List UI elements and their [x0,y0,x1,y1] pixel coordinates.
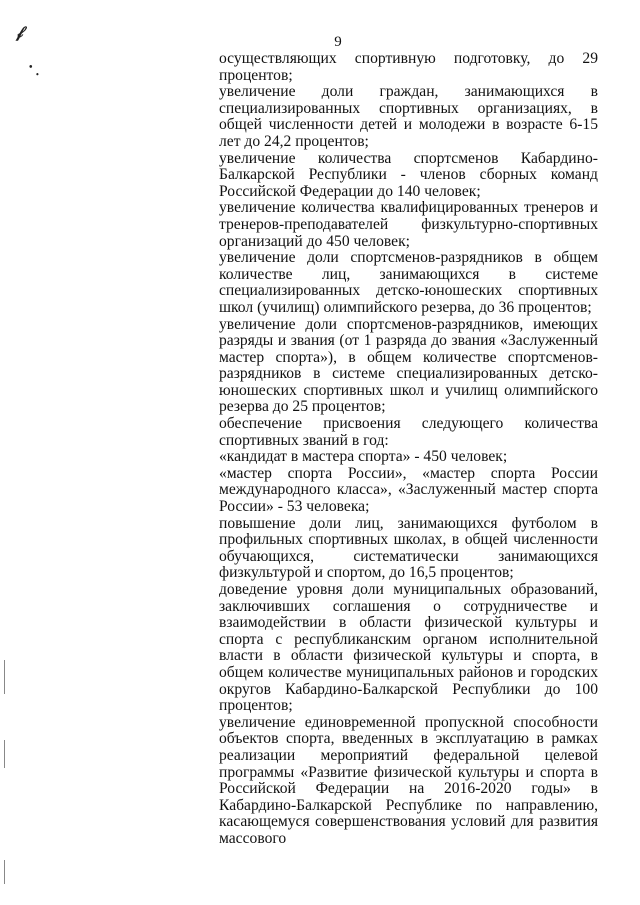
margin-scan-line [4,660,5,694]
document-body [219,51,598,848]
paragraph: осуществляющих спортивную подготовку, до 29 процентов; [219,50,598,84]
paragraph: «кандидат в мастера спорта» - 450 человек; [219,448,508,466]
paragraph: «мастер спорта России», «мастер спорта России международного класса», «Заслуженный мастер спорта России» - 53 человека; [219,464,598,516]
margin-scan-mark: • [36,70,39,79]
margin-scan-mark: 𝒻 [16,24,24,41]
paragraph: увеличение доли спортсменов-разрядников, имеющих разряды и звания (от 1 разряда до звания «Заслуженный мастер спорта»), в общем количестве спортсменов-разрядников в системе специализированных детско-юношеских спортивных школ и училищ олимпийского резерва до 25 процентов; [219,315,598,416]
margin-scan-line [4,860,5,884]
paragraph: повышение доли лиц, занимающихся футболом в профильных спортивных школах, в общей численности обучающихся, систематически занимающихся физкультурой и спортом, до 16,5 процентов; [219,514,598,582]
paragraph: увеличение единовременной пропускной способности объектов спорта, введенных в эксплуатацию в рамках реализации мероприятий федеральной целевой программы «Развитие физической культуры и спорта в Российской Федерации на 2016-2020 годы» в Кабардино-Балкарской Республике по направлению, касающемуся совершенствования условий для развития массового [219,713,598,847]
paragraph: увеличение доли граждан, занимающихся в специализированных спортивных организациях, в общей численности детей и молодежи в возрасте 6-15 лет до 24,2 процентов; [219,83,598,150]
paragraph: увеличение доли спортсменов-разрядников в общем количестве лиц, занимающихся в системе специализированных детско-юношеских спортивных школ (училищ) олимпийского резерва, до 36 процентов; [219,249,598,316]
page-number: 9 [334,34,342,50]
paragraph: обеспечение присвоения следующего количества спортивных званий в год: [219,415,598,449]
margin-scan-line [4,740,5,768]
margin-scan-mark: • [29,62,33,73]
paragraph: увеличение количества квалифицированных тренеров и тренеров-преподавателей физкультурно-спортивных организаций до 450 человек; [219,199,598,250]
paragraph: доведение уровня доли муниципальных образований, заключивших соглашения о сотрудничестве и взаимодействии в области физической культуры и спорта с республиканским органом исполнительной власти в области физической культуры и спорта, в общем количестве муниципальных районов и городских округов Кабардино-Балкарской Республики до 100 процентов; [219,581,598,715]
paragraph: увеличение количества спортсменов Кабардино-Балкарской Республики - членов сборных команд Российской Федерации до 140 человек; [219,149,598,200]
